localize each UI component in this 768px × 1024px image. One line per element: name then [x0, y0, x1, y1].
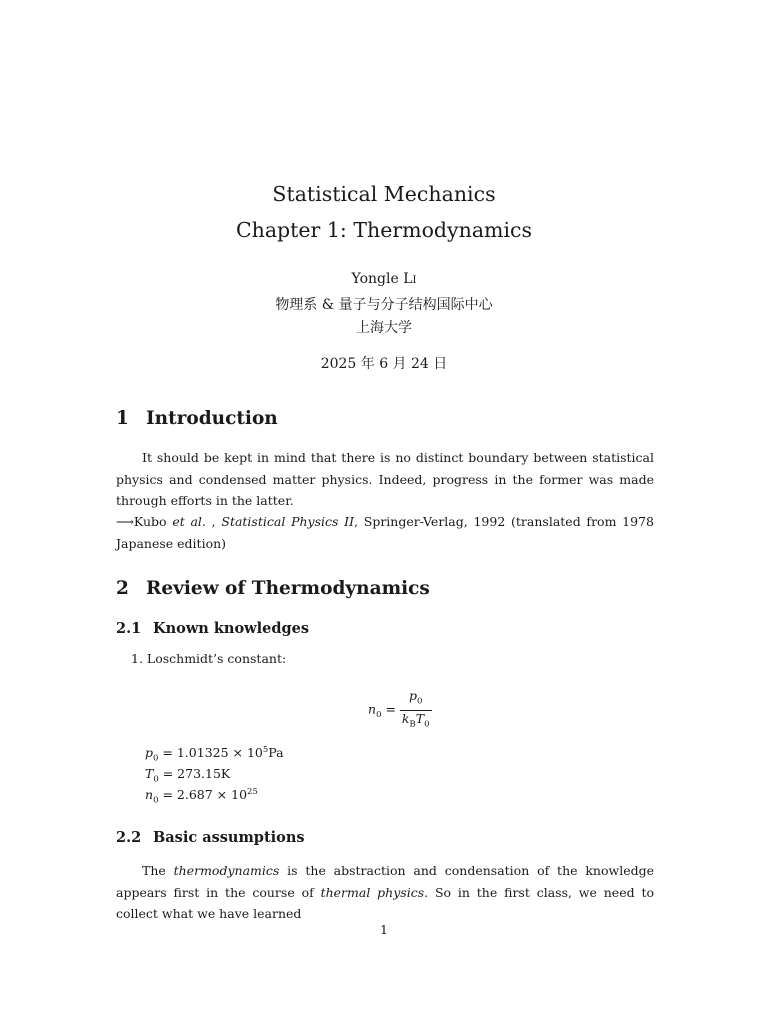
- value-exponent: 5: [262, 745, 269, 755]
- author-name: [0, 271, 768, 287]
- basic-assumptions-paragraph: [116, 860, 654, 925]
- value-text: = 1.01325 × 10: [158, 745, 263, 761]
- introduction-paragraph: It should be kept in mind that there is no distinct boundary between statistical physics and condensed matter physics. Indeed, progress in the former was made through efforts in the latter.: [116, 450, 654, 508]
- eq-numerator: [400, 688, 432, 711]
- eq-denom-t-sub: 0: [424, 719, 430, 729]
- value-unit: Pa: [268, 745, 284, 761]
- value-exponent: 25: [247, 787, 258, 797]
- section-number: 1: [116, 408, 129, 429]
- para-text: is the abstraction and condensation of the knowledge appears first in the course of: [116, 863, 654, 900]
- eq-denominator: [400, 711, 432, 733]
- value-t0: [145, 766, 230, 785]
- value-text: = 273.15K: [158, 766, 231, 781]
- section-number: 2: [116, 578, 129, 599]
- section-heading-introduction: [116, 408, 278, 429]
- value-symbol: p: [145, 745, 154, 761]
- section-title: Review of Thermodynamics: [146, 578, 430, 599]
- subsection-number: 2.1: [116, 620, 142, 637]
- author-university: 上海大学: [356, 320, 412, 336]
- citation-arrow: ⟶: [116, 514, 134, 529]
- citation-details: , Springer-Verlag, 1992 (translated from 1978 Japanese edition): [116, 514, 654, 551]
- para-text: The: [142, 863, 174, 878]
- eq-numer-sub: 0: [417, 696, 423, 707]
- chapter-title: Chapter 1: Thermodynamics: [235, 218, 533, 242]
- author-affiliation: 物理系 & 量子与分子结构国际中心: [275, 297, 493, 313]
- list-item: 1. Loschmidt’s constant:: [131, 651, 287, 666]
- subsection-heading-basic: [116, 829, 305, 846]
- para-emph-thermodynamics: thermodynamics: [173, 863, 280, 878]
- value-p0: [145, 745, 284, 764]
- paper-title: Statistical Mechanics: [272, 182, 496, 206]
- value-sub: 0: [153, 795, 159, 806]
- value-symbol: T: [145, 766, 154, 781]
- eq-fraction: [400, 688, 432, 732]
- para-text: . So in the first class, we need to collect what we have learned: [116, 884, 654, 921]
- section-heading-review: [116, 578, 430, 599]
- subsection-heading-known: [116, 620, 309, 637]
- eq-denom-k-sub: B: [409, 719, 416, 729]
- subsection-title: Basic assumptions: [153, 829, 305, 846]
- value-sub: 0: [153, 753, 159, 764]
- value-n0: [145, 787, 258, 806]
- author-first-name: Yongle: [351, 271, 399, 287]
- eq-denom-k: k: [401, 710, 410, 726]
- citation-separator: ,: [205, 514, 222, 529]
- paper-date: 2025 年 6 月 24 日: [320, 356, 448, 372]
- page-number: 1: [380, 922, 388, 937]
- value-text: = 2.687 × 10: [158, 787, 248, 803]
- citation-book: Statistical Physics II: [221, 514, 355, 529]
- eq-denom-t: T: [415, 710, 425, 726]
- eq-lhs-sub: 0: [376, 710, 382, 720]
- value-symbol: n: [145, 787, 154, 803]
- eq-lhs: n: [368, 701, 377, 717]
- subsection-title: Known knowledges: [153, 620, 310, 637]
- author-last-name: Li: [403, 271, 417, 287]
- citation-etal: et al.: [172, 514, 206, 529]
- eq-equals: =: [381, 701, 400, 717]
- subsection-number: 2.2: [116, 829, 142, 846]
- value-sub: 0: [153, 774, 159, 785]
- section-title: Introduction: [146, 408, 278, 429]
- loschmidt-equation: [368, 688, 432, 732]
- citation: [116, 511, 654, 554]
- eq-numer-sym: p: [408, 688, 417, 703]
- citation-author: Kubo: [133, 514, 173, 529]
- para-emph-thermal-physics: thermal physics: [320, 884, 425, 900]
